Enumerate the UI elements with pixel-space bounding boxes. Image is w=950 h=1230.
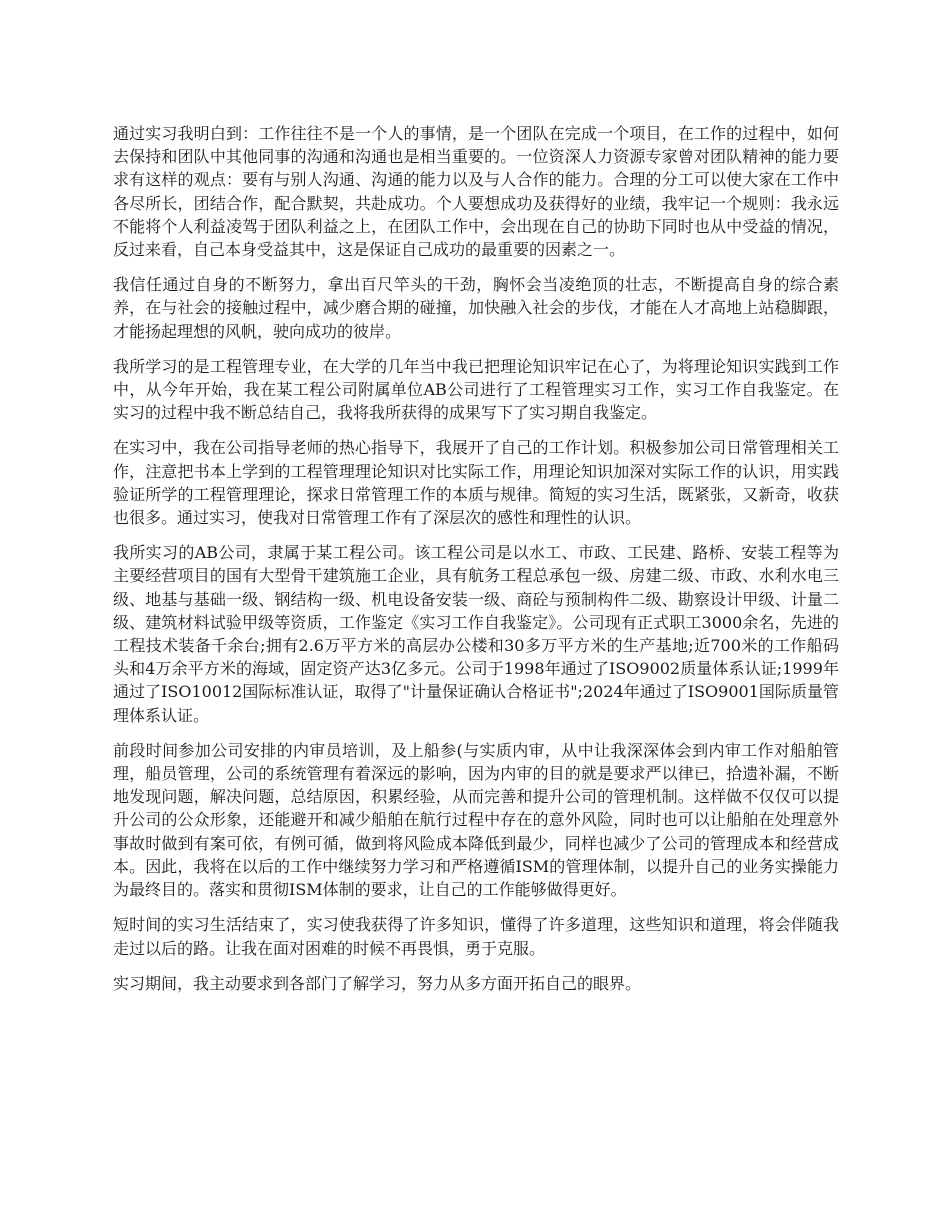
paragraph-company-profile: 我所实习的AB公司，隶属于某工程公司。该工程公司是以水工、市政、工民建、路桥、安装工程等为主要经营项目的国有大型骨干建筑施工企业，具有航务工程总承包一级、房建二级、市政、水利水电三级、地基与基础一级、钢结构一级、机电设备安装一级、商砼与预制构件二级、勘察设计甲级、计量二级、建筑材料试验甲级等资质，工作鉴定《实习工作自我鉴定》。公司现有正式职工3000余名，先进的工程技术装备千余台;拥有2.6万平方米的高层办公楼和30多万平方米的生产基地;近700米的工作船码头和4万余平方米的海域，固定资产达3亿多元。公司于1998年通过了ISO9002质量体系认证;1999年通过了ISO10012国际标准认证，取得了"计量保证确认合格证书";2024年通过了ISO9001国际质量管理体系认证。 [113,543,839,725]
paragraph-internship-work: 在实习中，我在公司指导老师的热心指导下，我展开了自己的工作计划。积极参加公司日常管理相关工作，注意把书本上学到的工程管理理论知识对比实际工作，用理论知识加深对实际工作的认识，用实践验证所学的工程管理理论，探求日常管理工作的本质与规律。简短的实习生活，既紧张，又新奇，收获也很多。通过实习，使我对日常管理工作有了深层次的感性和理性的认识。 [113,438,839,528]
paragraph-internal-audit: 前段时间参加公司安排的内审员培训，及上船参(与实质内审，从中让我深深体会到内审工作对船舶管理，船员管理，公司的系统管理有着深远的影响，因为内审的目的就是要求严以律已，拾遗补漏，不断地发现问题，解决问题，总结原因，积累经验，从而完善和提升公司的管理机制。这样做不仅仅可以提升公司的公众形象，还能避开和减少船舶在航行过程中存在的意外风险，同时也可以让船舶在处理意外事故时做到有案可依，有例可循，做到将风险成本降低到最少，同样也减少了公司的管理成本和经营成本。因此，我将在以后的工作中继续努力学习和严格遵循ISM的管理体制，以提升自己的业务实操能力为最终目的。落实和贯彻ISM体制的要求，让自己的工作能够做得更好。 [113,740,839,900]
paragraph-teamwork: 通过实习我明白到：工作往往不是一个人的事情，是一个团队在完成一个项目，在工作的过程中，如何去保持和团队中其他同事的沟通和沟通也是相当重要的。一位资深人力资源专家曾对团队精神的能力要求有这样的观点：要有与别人沟通、沟通的能力以及与人合作的能力。合理的分工可以使大家在工作中各尽所长，团结合作，配合默契，共赴成功。个人要想成功及获得好的业绩，我牢记一个规则：我永远不能将个人利益凌驾于团队利益之上，在团队工作中，会出现在自己的协助下同时也从中受益的情况，反过来看，自己本身受益其中，这是保证自己成功的最重要的因素之一。 [113,124,839,260]
document-body [113,122,839,1007]
paragraph-departments: 实习期间，我主动要求到各部门了解学习，努力从多方面开拓自己的眼界。 [113,973,642,993]
paragraph-conclusion: 短时间的实习生活结束了，实习使我获得了许多知识，懂得了许多道理，这些知识和道理，将会伴随我走过以后的路。让我在面对困难的时候不再畏惧，勇于克服。 [113,915,839,958]
paragraph-major-introduction: 我所学习的是工程管理专业，在大学的几年当中我已把理论知识牢记在心了，为将理论知识实践到工作中，从今年开始，我在某工程公司附属单位AB公司进行了工程管理实习工作，实习工作自我鉴定。在实习的过程中我不断总结自己，我将我所获得的成果写下了实习期自我鉴定。 [113,356,839,423]
paragraph-self-improvement: 我信任通过自身的不断努力，拿出百尺竿头的干劲，胸怀会当凌绝顶的壮志，不断提高自身的综合素养，在与社会的接触过程中，减少磨合期的碰撞，加快融入社会的步伐，才能在人才高地上站稳脚跟，才能扬起理想的风帆，驶向成功的彼岸。 [113,275,839,341]
